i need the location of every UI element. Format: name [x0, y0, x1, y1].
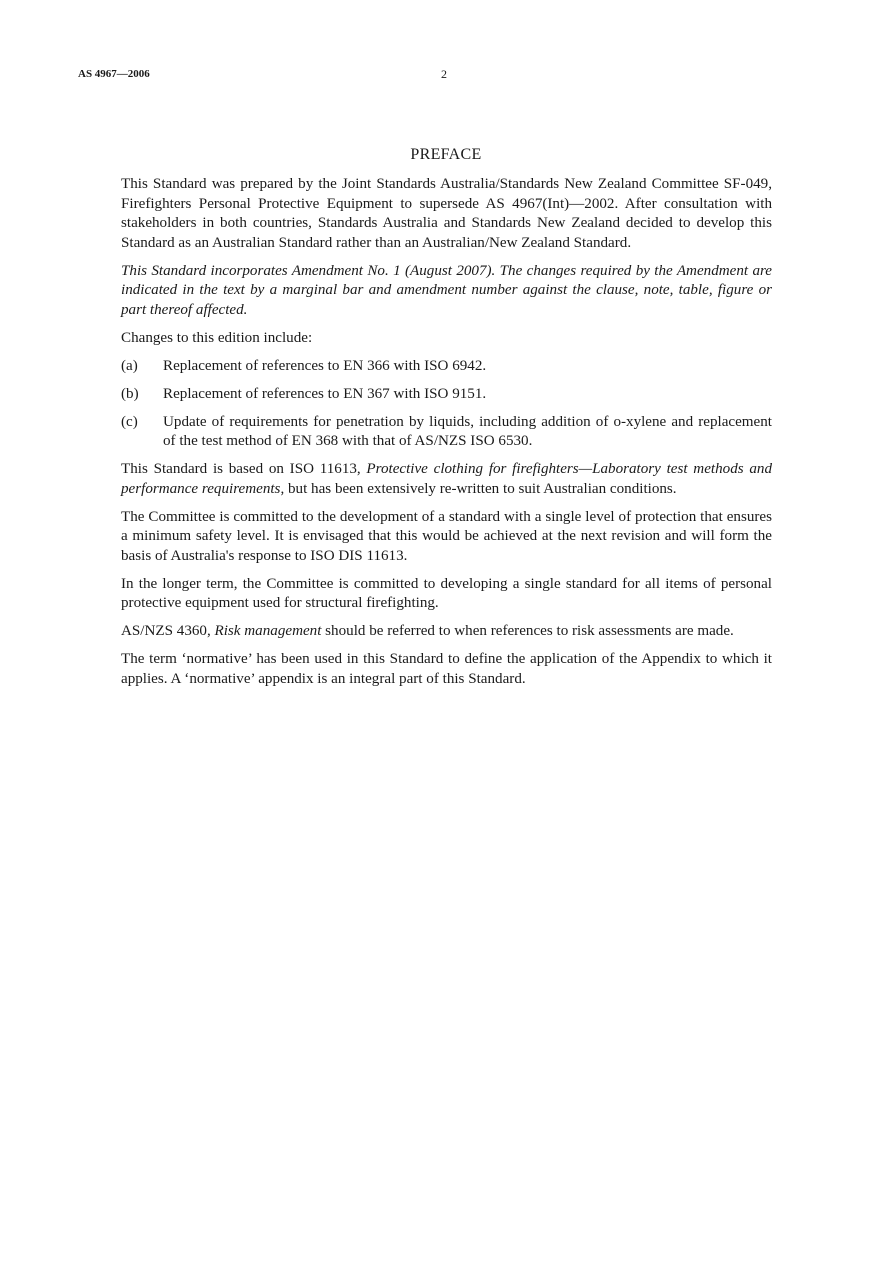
document-id: AS 4967—2006	[78, 68, 150, 80]
list-item-label: (c)	[121, 413, 138, 430]
paragraph-longer-term: In the longer term, the Committee is committed to developing a single standard for all items of personal protective equipment used for structural firefighting.	[121, 575, 772, 611]
paragraph-normative: The term ‘normative’ has been used in this Standard to define the application of the Appendix to which it applies. A ‘normative’ appendix is an integral part of this Standard.	[121, 651, 772, 687]
risk-prefix: AS/NZS 4360,	[121, 623, 215, 639]
paragraph-amendment: This Standard incorporates Amendment No. 1 (August 2007). The changes required by the Amendment are indicated in the text by a marginal bar and amendment number against the clause, note, table, figure or part thereof affected.	[121, 262, 772, 318]
risk-title: Risk management	[214, 623, 322, 639]
list-item-text: Replacement of references to EN 366 with ISO 6942.	[163, 357, 487, 374]
paragraph-risk-management	[121, 622, 772, 642]
list-item-label: (b)	[121, 385, 139, 402]
paragraph-based-on	[121, 460, 772, 499]
paragraph-committee: The Committee is committed to the development of a standard with a single level of protection that ensures a minimum safety level. It is envisaged that this would be achieved at the next revision and will form the basis of Australia's response to ISO DIS 11613.	[121, 508, 772, 564]
list-item-text: Update of requirements for penetration by liquids, including addition of o-xylene and replacement of the test method of EN 368 with that of AS/NZS ISO 6530.	[163, 413, 772, 449]
preface-body	[121, 175, 772, 698]
based-on-prefix: This Standard is based on ISO 11613,	[121, 461, 367, 477]
based-on-suffix: , but has been extensively re-written to suit Australian conditions.	[280, 480, 677, 497]
list-item	[121, 385, 772, 405]
page-number: 2	[441, 67, 447, 81]
list-item	[121, 413, 772, 452]
paragraph-changes-intro: Changes to this edition include:	[121, 329, 313, 346]
page-title: PREFACE	[410, 146, 482, 163]
list-item-text: Replacement of references to EN 367 with ISO 9151.	[163, 385, 487, 402]
list-item	[121, 357, 772, 377]
paragraph-prepared-by: This Standard was prepared by the Joint Standards Australia/Standards New Zealand Committee SF-049, Firefighters Personal Protective Equipment to supersede AS 4967(Int)—2002. After consultation with stakeholders in both countries, Standards Australia and Standards New Zealand decided to develop this Standard as an Australian Standard rather than an Australian/New Zealand Standard.	[121, 176, 772, 251]
iso-title: Protective clothing for firefighters—Laboratory test methods and performance requirements	[121, 461, 772, 497]
list-item-label: (a)	[121, 357, 138, 374]
risk-suffix: should be referred to when references to risk assessments are made.	[321, 623, 734, 639]
